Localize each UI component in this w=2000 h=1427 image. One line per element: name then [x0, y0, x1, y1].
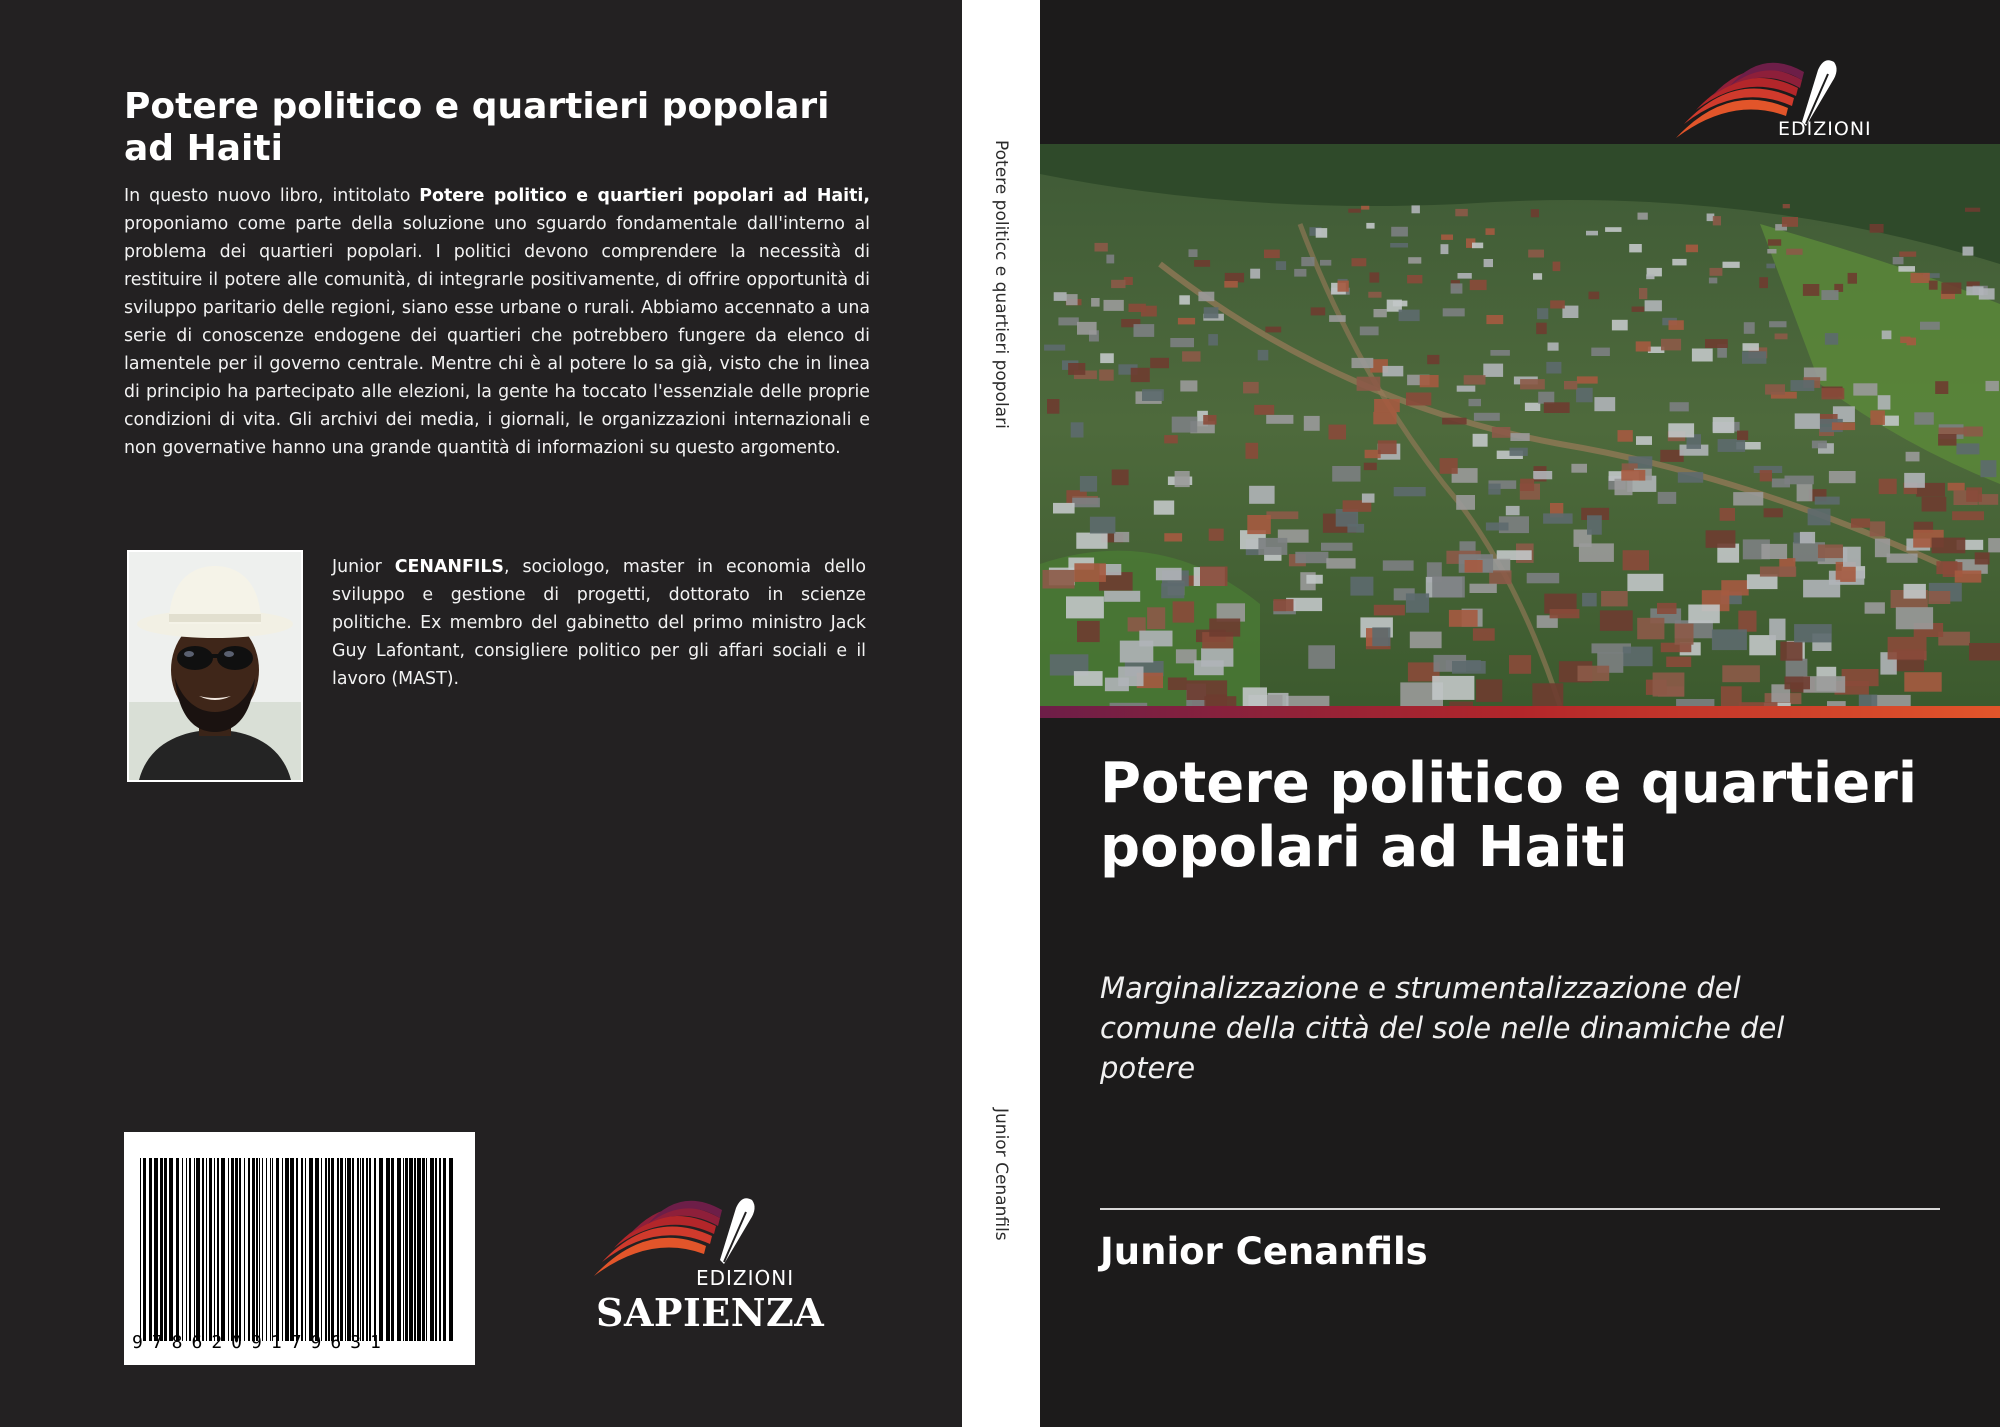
blurb-book-title: Potere politico e quartieri popolari ad Haiti,: [419, 186, 870, 206]
logo-sapienza-text: SAPIENZA: [596, 1290, 825, 1335]
blurb-body: proponiamo come parte della soluzione uno sguardo fondamentale dall'interno al problema dei quartieri popolari. I politici devono comprendere la necessità di restituire il potere alle comunità, di integrarle positivamente, di offrire opportunità di sviluppo paritario delle regioni, siano esse urbane o rurali. Abbiamo accennato a una serie di conoscenze endogene dei quartieri che potrebbero fungere da elenco di lamentele per il governo centrale. Mentre chi è al potere lo sa già, visto che in linea di principio ha partecipato alle elezioni, la gente ha toccato l'essenziale delle proprie condizioni di vita. Gli archivi dei media, i giornali, le organizzazioni internazionali e non governative hanno una grande quantità di informazioni su questo argomento.: [124, 214, 870, 458]
back-cover-title: Potere politico e quartieri popolari ad Haiti: [124, 86, 830, 169]
divider-rule: [1100, 1208, 1940, 1210]
cover-photo-aerial-neighborhood: [1040, 144, 2000, 706]
author-bio-body: , sociologo, master in economia dello sviluppo e gestione di progetti, dottorato in scienze politiche. Ex membro del gabinetto del primo ministro Jack Guy Lafontant, consigliere politico per gli affari sociali e il lavoro (MAST).: [332, 557, 866, 689]
publisher-logo-back: [586, 1190, 825, 1335]
blurb-intro: In questo nuovo libro, intitolato: [124, 186, 420, 206]
barcode-bars: [138, 1158, 458, 1341]
spine-title: Potere politicc e quartieri popolari: [991, 140, 1011, 429]
author-last-name: CENANFILS: [394, 557, 504, 577]
back-cover-blurb: [124, 182, 870, 462]
logo-edizioni-text: EDIZIONI: [696, 1266, 795, 1290]
author-first-name: Junior: [332, 557, 395, 577]
accent-stripe: [1040, 706, 2000, 718]
logo-edizioni-text: EDIZIONI: [1778, 118, 1872, 140]
spine-author: Junior Cenanfils: [991, 1108, 1011, 1241]
author-bio: [332, 553, 866, 693]
author-photo: [127, 550, 303, 782]
front-cover-author: Junior Cenanfils: [1100, 1230, 1428, 1273]
front-cover-title: Potere politico e quartieri popolari ad Haiti: [1100, 751, 1918, 880]
front-cover-subtitle: Marginalizzazione e strumentalizzazione del comune della città del sole nelle dinamiche del potere: [1100, 971, 1785, 1085]
isbn-barcode: [124, 1132, 475, 1365]
barcode-digits: 9786209179631: [132, 1332, 390, 1353]
